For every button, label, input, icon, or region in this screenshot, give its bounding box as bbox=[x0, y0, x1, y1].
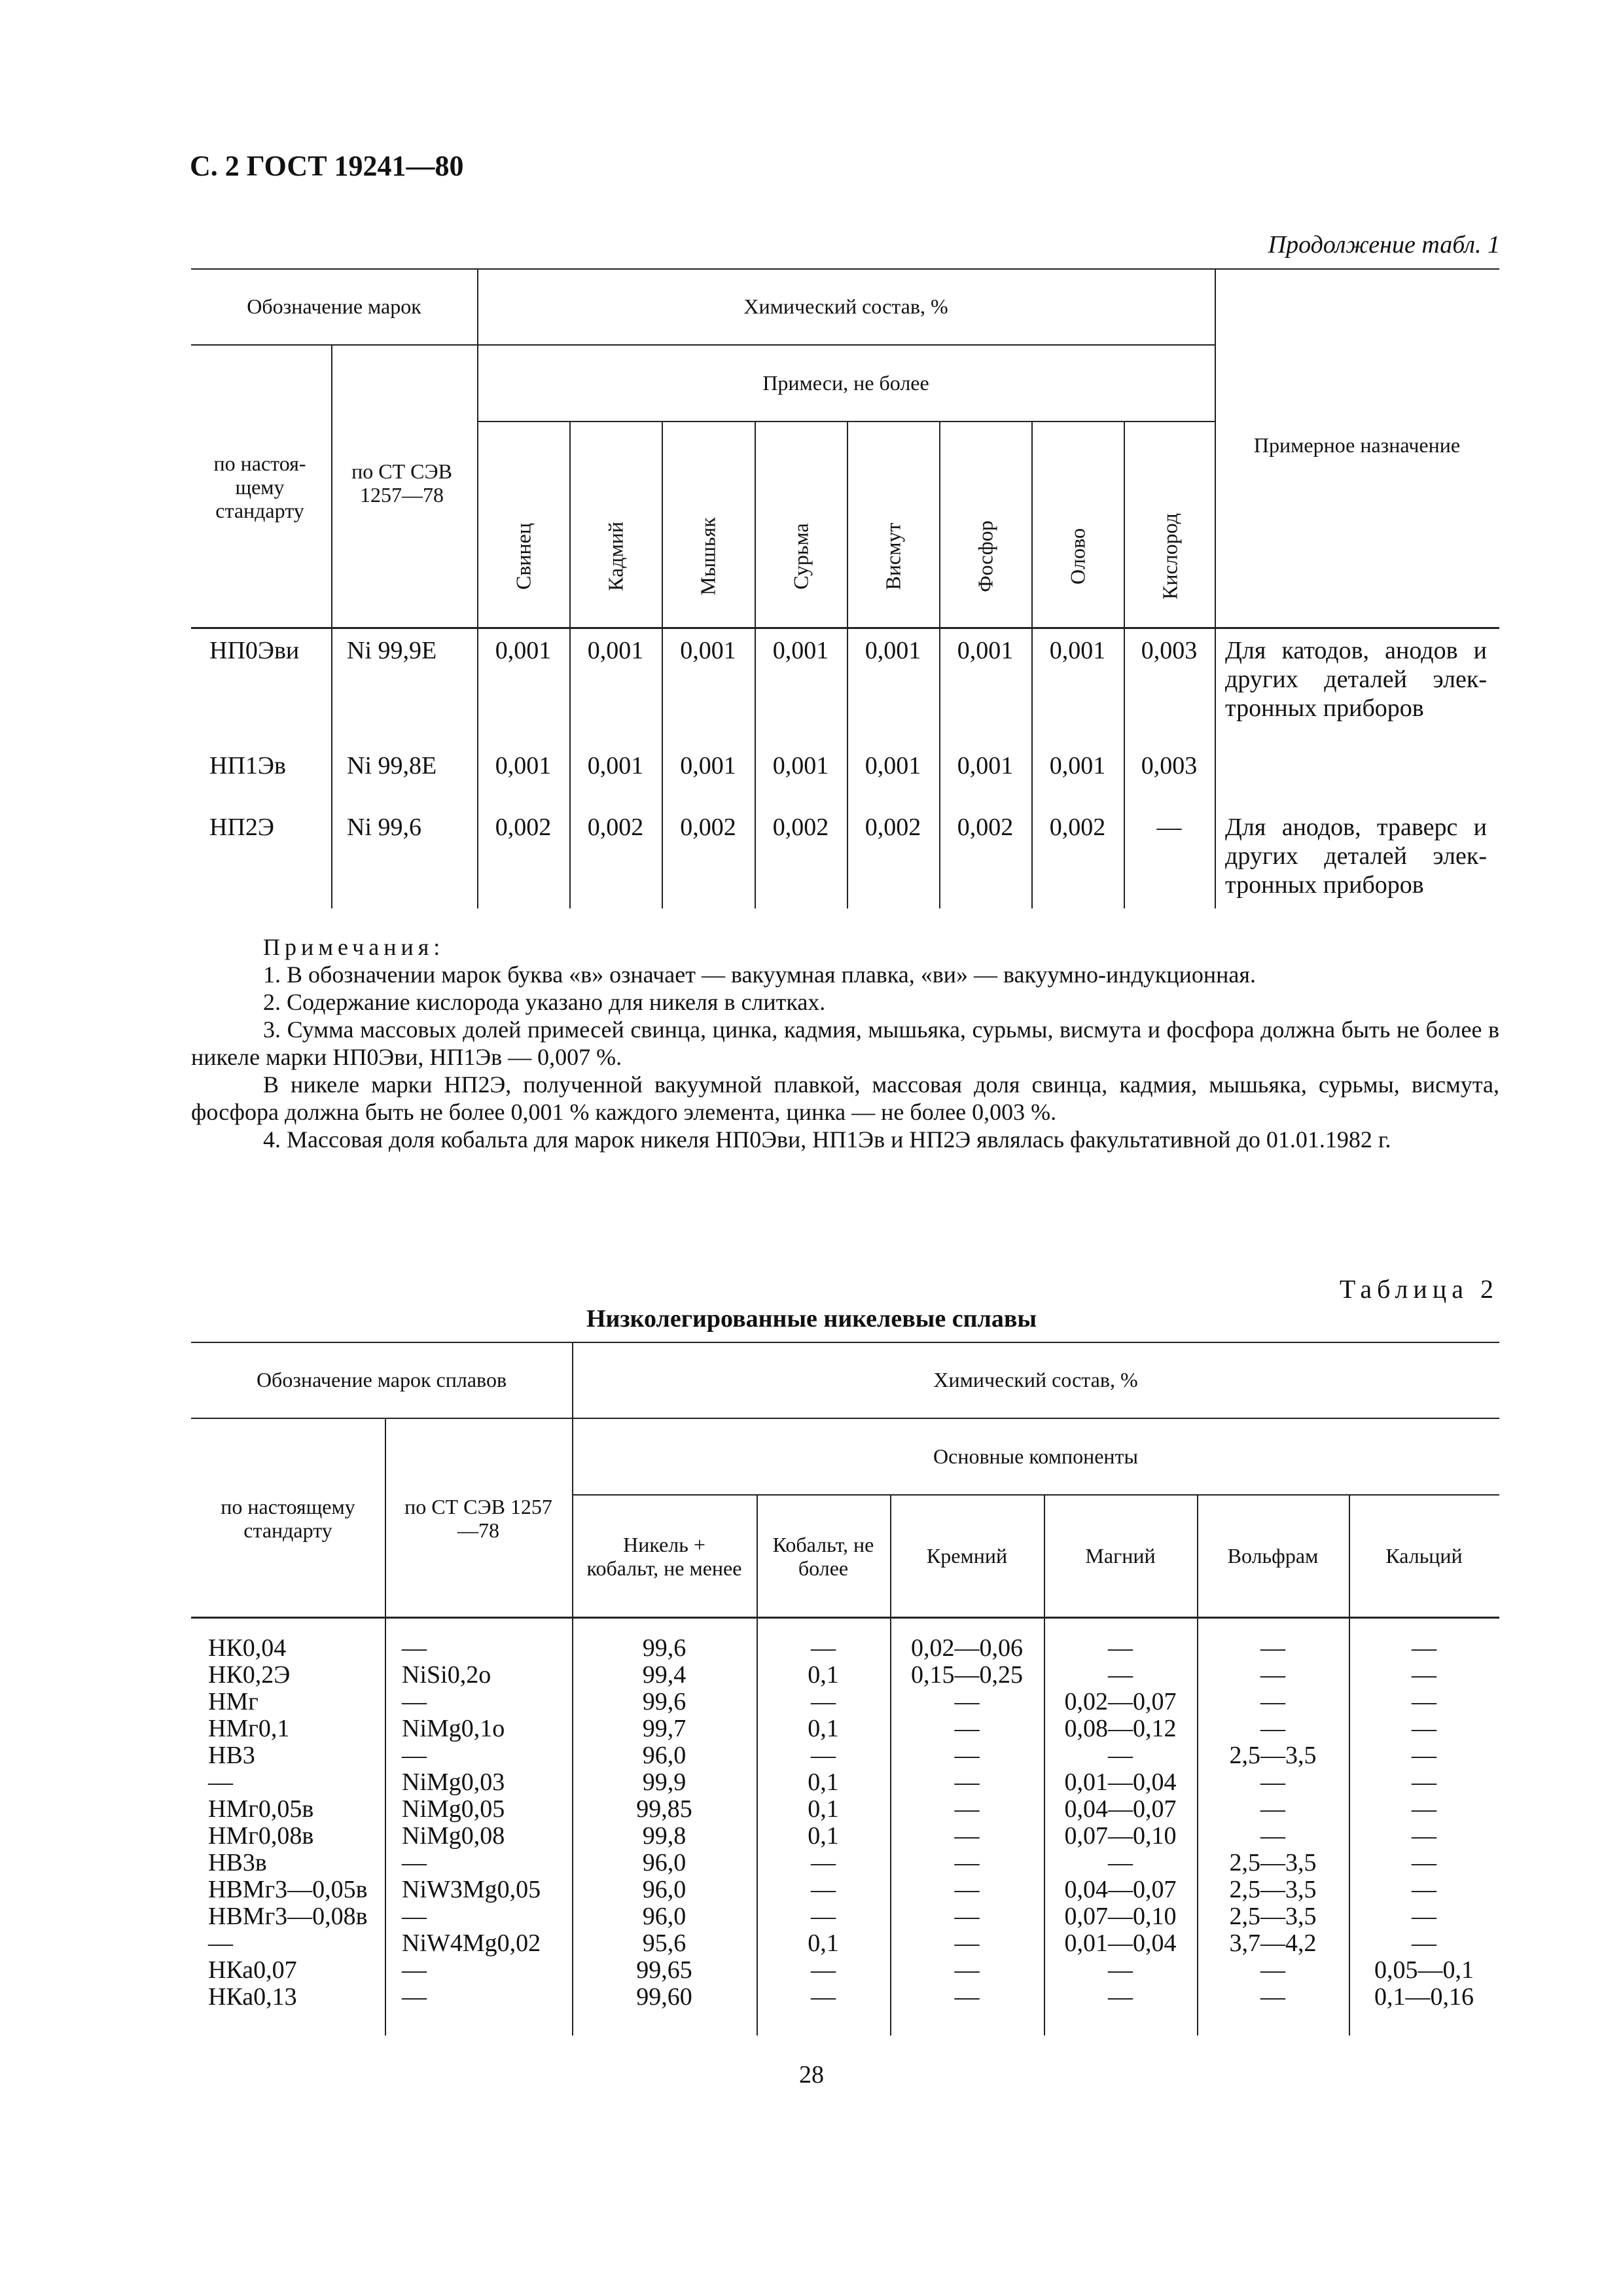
table2-cell: — bbox=[1108, 1849, 1133, 1876]
value-cell: 0,002 bbox=[772, 814, 829, 841]
value-cell: 0,002 bbox=[680, 814, 736, 841]
note-item: 4. Массовая доля кобальта для марок никеля НП0Эви, НП1Эв и НП2Э являлась факультативной до 01.01.1982 г. bbox=[263, 1126, 1391, 1153]
table2-cell: — bbox=[1108, 1742, 1133, 1769]
table2-cell: — bbox=[208, 1929, 233, 1957]
table2 bbox=[191, 1342, 1499, 2036]
table1 bbox=[191, 268, 1499, 908]
table2-cell: — bbox=[1260, 1688, 1285, 1715]
table2-cell: НКа0,07 bbox=[208, 1956, 297, 1984]
value-cell: 0,001 bbox=[772, 752, 829, 780]
table2-cell: — bbox=[954, 1956, 980, 1984]
table2-cell: — bbox=[954, 1688, 980, 1715]
column-magnesium bbox=[1044, 1635, 1197, 2011]
table2-cell: — bbox=[402, 1903, 427, 1930]
table2-cell: — bbox=[1108, 1634, 1133, 1662]
table2-cell: 99,8 bbox=[642, 1822, 687, 1850]
value-cell: 0,001 bbox=[865, 637, 921, 664]
value-cell: 0,001 bbox=[1049, 637, 1106, 664]
table2-cell: — bbox=[1260, 1983, 1285, 2011]
table2-cell: — bbox=[402, 1688, 427, 1715]
rule bbox=[385, 1418, 386, 2036]
page-header: С. 2 ГОСТ 19241—80 bbox=[190, 150, 464, 182]
header-element-arsenic: Мышьяк bbox=[696, 517, 720, 596]
column-nickel-cobalt bbox=[572, 1635, 757, 2011]
table2-cell: — bbox=[1412, 1822, 1436, 1850]
table2-cell: — bbox=[1260, 1634, 1285, 1662]
purpose-cell: Для анодов, траверс и других деталей элек-тронных приборов bbox=[1225, 814, 1487, 899]
note-item: В никеле марки НП2Э, полученной вакуумной плавкой, массовая доля свинца, кадмия, мышьяка, сурьмы, висмута, фосфора должна быть не более 0,001 % каждого элемента, цинка — не более 0,003 %. bbox=[191, 1071, 1499, 1125]
header-cobalt: Кобальт, не более bbox=[772, 1533, 874, 1580]
rule bbox=[191, 627, 1499, 629]
header-st-sev: по СТ СЭВ 1257—78 bbox=[404, 1495, 552, 1542]
header-magnesium: Магний bbox=[1085, 1543, 1156, 1568]
table2-cell: — bbox=[1108, 1661, 1133, 1689]
header-st-sev: по СТ СЭВ 1257—78 bbox=[351, 459, 452, 507]
table2-cell: 0,05—0,1 bbox=[1374, 1956, 1474, 1984]
value-cell: 0,001 bbox=[865, 752, 921, 780]
table2-cell: — bbox=[1260, 1768, 1285, 1796]
header-this-standard: по настоящему стандарту bbox=[221, 1495, 355, 1542]
table2-cell: — bbox=[1412, 1849, 1436, 1876]
table2-cell: 99,60 bbox=[636, 1983, 692, 2011]
value-cell: 0,001 bbox=[957, 752, 1014, 780]
table2-cell: 0,1 bbox=[808, 1661, 839, 1689]
table2-cell: — bbox=[1412, 1876, 1436, 1903]
rule bbox=[1215, 268, 1216, 908]
header-nickel-cobalt: Никель + кобальт, не менее bbox=[586, 1533, 742, 1580]
value-cell: 0,001 bbox=[495, 752, 552, 780]
column-grade bbox=[208, 1635, 368, 2011]
table2-cell: — bbox=[1108, 1956, 1133, 1984]
table2-cell: — bbox=[811, 1876, 836, 1903]
table2-cell: 0,07—0,10 bbox=[1064, 1822, 1177, 1850]
header-element-cadmium: Кадмий bbox=[603, 522, 628, 591]
rule bbox=[477, 421, 1215, 422]
table2-cell: НМг0,1 bbox=[208, 1715, 290, 1742]
table2-cell: — bbox=[402, 1849, 427, 1876]
note-item: 3. Сумма массовых долей примесей свинца, цинка, кадмия, мышьяка, сурьмы, висмута и фосфора должна быть не более в никеле марки НП0Эви, НП1Эв — 0,007 %. bbox=[191, 1016, 1499, 1070]
value-cell: 0,001 bbox=[1049, 752, 1106, 780]
table2-cell: 0,08—0,12 bbox=[1064, 1715, 1177, 1742]
table2-cell: 0,1 bbox=[808, 1795, 839, 1823]
table2-cell: — bbox=[1260, 1715, 1285, 1742]
table2-cell: — bbox=[954, 1929, 980, 1957]
header-impurities: Примеси, не более bbox=[762, 370, 929, 395]
table2-cell: 0,07—0,10 bbox=[1064, 1903, 1177, 1930]
grade-cell: НП2Э bbox=[209, 814, 274, 841]
value-cell: 0,001 bbox=[495, 637, 552, 664]
table2-cell: 99,6 bbox=[642, 1634, 687, 1662]
table2-cell: 0,1—0,16 bbox=[1374, 1983, 1474, 2011]
purpose-cell: Для катодов, анодов и других деталей элек-тронных приборов bbox=[1225, 637, 1487, 722]
table2-cell: — bbox=[402, 1956, 427, 1984]
table2-cell: НМг bbox=[208, 1688, 259, 1715]
header-element-tin: Олово bbox=[1065, 528, 1090, 584]
table2-cell: НК0,2Э bbox=[208, 1661, 291, 1689]
table2-cell: 0,02—0,06 bbox=[911, 1634, 1023, 1662]
table2-cell: — bbox=[954, 1768, 980, 1796]
table2-cell: — bbox=[811, 1983, 836, 2011]
table2-cell: 0,01—0,04 bbox=[1064, 1929, 1177, 1957]
table2-cell: 0,1 bbox=[808, 1768, 839, 1796]
table2-cell: — bbox=[954, 1742, 980, 1769]
column-calcium bbox=[1349, 1635, 1499, 2011]
header-purpose: Примерное назначение bbox=[1253, 433, 1461, 457]
value-cell: 0,002 bbox=[495, 814, 552, 841]
table2-cell: NiW4Mg0,02 bbox=[402, 1929, 541, 1957]
continuation-note: Продолжение табл. 1 bbox=[1268, 231, 1500, 259]
table2-cell: НКа0,13 bbox=[208, 1983, 297, 2011]
header-chemical: Химический состав, % bbox=[933, 1368, 1138, 1391]
table2-cell: — bbox=[402, 1742, 427, 1769]
header-this-standard: по настоя-щему стандарту bbox=[213, 452, 306, 522]
page-number: 28 bbox=[799, 2061, 824, 2089]
header-element-lead: Свинец bbox=[511, 522, 535, 590]
table2-cell: — bbox=[1260, 1956, 1285, 1984]
table2-cell: — bbox=[954, 1983, 980, 2011]
column-cobalt bbox=[757, 1635, 890, 2011]
table2-cell: — bbox=[1108, 1983, 1133, 2011]
header-designation: Обозначение марок bbox=[247, 295, 421, 318]
table2-cell: 0,1 bbox=[808, 1929, 839, 1957]
value-cell: 0,001 bbox=[772, 637, 829, 664]
grade-cell: НП0Эви bbox=[209, 637, 300, 664]
grade-cell: НП1Эв bbox=[209, 752, 286, 780]
table2-cell: 0,04—0,07 bbox=[1064, 1795, 1177, 1823]
value-cell: 0,002 bbox=[957, 814, 1014, 841]
value-cell: 0,001 bbox=[587, 637, 644, 664]
table2-cell: 99,85 bbox=[636, 1795, 692, 1823]
value-cell: 0,001 bbox=[957, 637, 1014, 664]
table2-cell: — bbox=[1412, 1929, 1436, 1957]
table2-cell: 0,15—0,25 bbox=[911, 1661, 1023, 1689]
sev-cell: Ni 99,9E bbox=[347, 637, 437, 664]
table2-cell: — bbox=[1260, 1661, 1285, 1689]
table2-cell: — bbox=[1260, 1822, 1285, 1850]
table2-cell: — bbox=[1260, 1795, 1285, 1823]
notes bbox=[191, 933, 1499, 1153]
sev-cell: Ni 99,6 bbox=[347, 814, 421, 841]
table2-cell: — bbox=[1412, 1661, 1436, 1689]
value-cell: 0,002 bbox=[1049, 814, 1106, 841]
table2-cell: 99,65 bbox=[636, 1956, 692, 1984]
table2-cell: — bbox=[1412, 1742, 1436, 1769]
table2-cell: 2,5—3,5 bbox=[1229, 1742, 1317, 1769]
table2-cell: 0,04—0,07 bbox=[1064, 1876, 1177, 1903]
table2-cell: НВ3в bbox=[208, 1849, 267, 1876]
column-st-sev bbox=[402, 1635, 541, 2011]
table2-cell: НМг0,08в bbox=[208, 1822, 314, 1850]
table2-cell: — bbox=[1412, 1903, 1436, 1930]
table2-cell: 0,1 bbox=[808, 1822, 839, 1850]
table2-cell: — bbox=[954, 1822, 980, 1850]
table2-cell: 99,4 bbox=[642, 1661, 687, 1689]
table2-cell: НВМг3—0,08в bbox=[208, 1903, 368, 1930]
table2-cell: 3,7—4,2 bbox=[1229, 1929, 1317, 1957]
table2-cell: — bbox=[1412, 1715, 1436, 1742]
header-element-bismuth: Висмут bbox=[881, 522, 905, 590]
value-cell: 0,001 bbox=[680, 752, 736, 780]
header-element-phosphorus: Фосфор bbox=[973, 520, 997, 592]
table2-cell: 96,0 bbox=[642, 1849, 687, 1876]
value-cell: 0,003 bbox=[1141, 637, 1198, 664]
notes-title: Примечания: bbox=[263, 934, 445, 960]
table2-cell: — bbox=[1412, 1795, 1436, 1823]
table2-cell: 2,5—3,5 bbox=[1229, 1903, 1317, 1930]
table2-cell: 95,6 bbox=[642, 1929, 687, 1957]
table2-cell: 96,0 bbox=[642, 1903, 687, 1930]
header-silicon: Кремний bbox=[926, 1543, 1008, 1568]
table2-cell: NiW3Mg0,05 bbox=[402, 1876, 541, 1903]
header-chemical: Химический состав, % bbox=[743, 295, 948, 318]
column-tungsten bbox=[1197, 1635, 1349, 2011]
table2-cell: — bbox=[954, 1715, 980, 1742]
table2-cell: — bbox=[1412, 1634, 1436, 1662]
table2-cell: 2,5—3,5 bbox=[1229, 1876, 1317, 1903]
table2-cell: — bbox=[811, 1688, 836, 1715]
table2-title: Низколегированные никелевые сплавы bbox=[586, 1305, 1037, 1333]
table2-cell: 96,0 bbox=[642, 1742, 687, 1769]
rule bbox=[331, 344, 332, 908]
table2-cell: — bbox=[811, 1634, 836, 1662]
table2-cell: NiMg0,08 bbox=[402, 1822, 505, 1850]
table2-cell: — bbox=[811, 1956, 836, 1984]
value-cell: 0,002 bbox=[587, 814, 644, 841]
rule bbox=[191, 1617, 1499, 1619]
table2-cell: NiMg0,05 bbox=[402, 1795, 505, 1823]
table2-cell: НМг0,05в bbox=[208, 1795, 314, 1823]
table2-cell: НВ3 bbox=[208, 1742, 255, 1769]
table2-cell: НВМг3—0,05в bbox=[208, 1876, 368, 1903]
table2-cell: — bbox=[1412, 1768, 1436, 1796]
table2-cell: НК0,04 bbox=[208, 1634, 287, 1662]
table2-label: Таблица 2 bbox=[1339, 1274, 1499, 1304]
table2-cell: NiMg0,03 bbox=[402, 1768, 505, 1796]
header-element-antimony: Сурьма bbox=[789, 523, 813, 590]
value-cell: 0,001 bbox=[680, 637, 736, 664]
table2-cell: 96,0 bbox=[642, 1876, 687, 1903]
table2-cell: — bbox=[954, 1876, 980, 1903]
table2-cell: — bbox=[811, 1742, 836, 1769]
table2-cell: 0,02—0,07 bbox=[1064, 1688, 1177, 1715]
table2-cell: NiMg0,1o bbox=[402, 1715, 505, 1742]
value-cell: 0,001 bbox=[587, 752, 644, 780]
table2-cell: — bbox=[208, 1768, 233, 1796]
note-item: 2. Содержание кислорода указано для никеля в слитках. bbox=[263, 989, 826, 1015]
table2-cell: — bbox=[954, 1903, 980, 1930]
header-element-oxygen: Кислород bbox=[1158, 513, 1182, 600]
table2-cell: NiSi0,2o bbox=[402, 1661, 491, 1689]
table2-cell: — bbox=[811, 1903, 836, 1930]
table2-cell: — bbox=[1412, 1688, 1436, 1715]
sev-cell: Ni 99,8E bbox=[347, 752, 437, 780]
header-designation: Обозначение марок сплавов bbox=[256, 1368, 507, 1391]
column-silicon bbox=[890, 1635, 1044, 2011]
table2-cell: — bbox=[402, 1634, 427, 1662]
table2-cell: 2,5—3,5 bbox=[1229, 1849, 1317, 1876]
table2-cell: 0,01—0,04 bbox=[1064, 1768, 1177, 1796]
table2-cell: — bbox=[811, 1849, 836, 1876]
table2-cell: — bbox=[402, 1983, 427, 2011]
header-calcium: Кальций bbox=[1385, 1543, 1463, 1568]
table2-cell: — bbox=[954, 1849, 980, 1876]
table2-cell: 99,9 bbox=[642, 1768, 687, 1796]
value-cell: — bbox=[1156, 814, 1182, 841]
table2-cell: 0,1 bbox=[808, 1715, 839, 1742]
header-main-components: Основные компоненты bbox=[933, 1444, 1138, 1468]
table2-cell: 99,7 bbox=[642, 1715, 687, 1742]
header-tungsten: Вольфрам bbox=[1227, 1543, 1319, 1568]
table2-cell: 99,6 bbox=[642, 1688, 687, 1715]
table2-cell: — bbox=[954, 1795, 980, 1823]
note-item: 1. В обозначении марок буква «в» означает — вакуумная плавка, «ви» — вакуумно-индукционная. bbox=[263, 961, 1256, 988]
value-cell: 0,003 bbox=[1141, 752, 1198, 780]
value-cell: 0,002 bbox=[865, 814, 921, 841]
